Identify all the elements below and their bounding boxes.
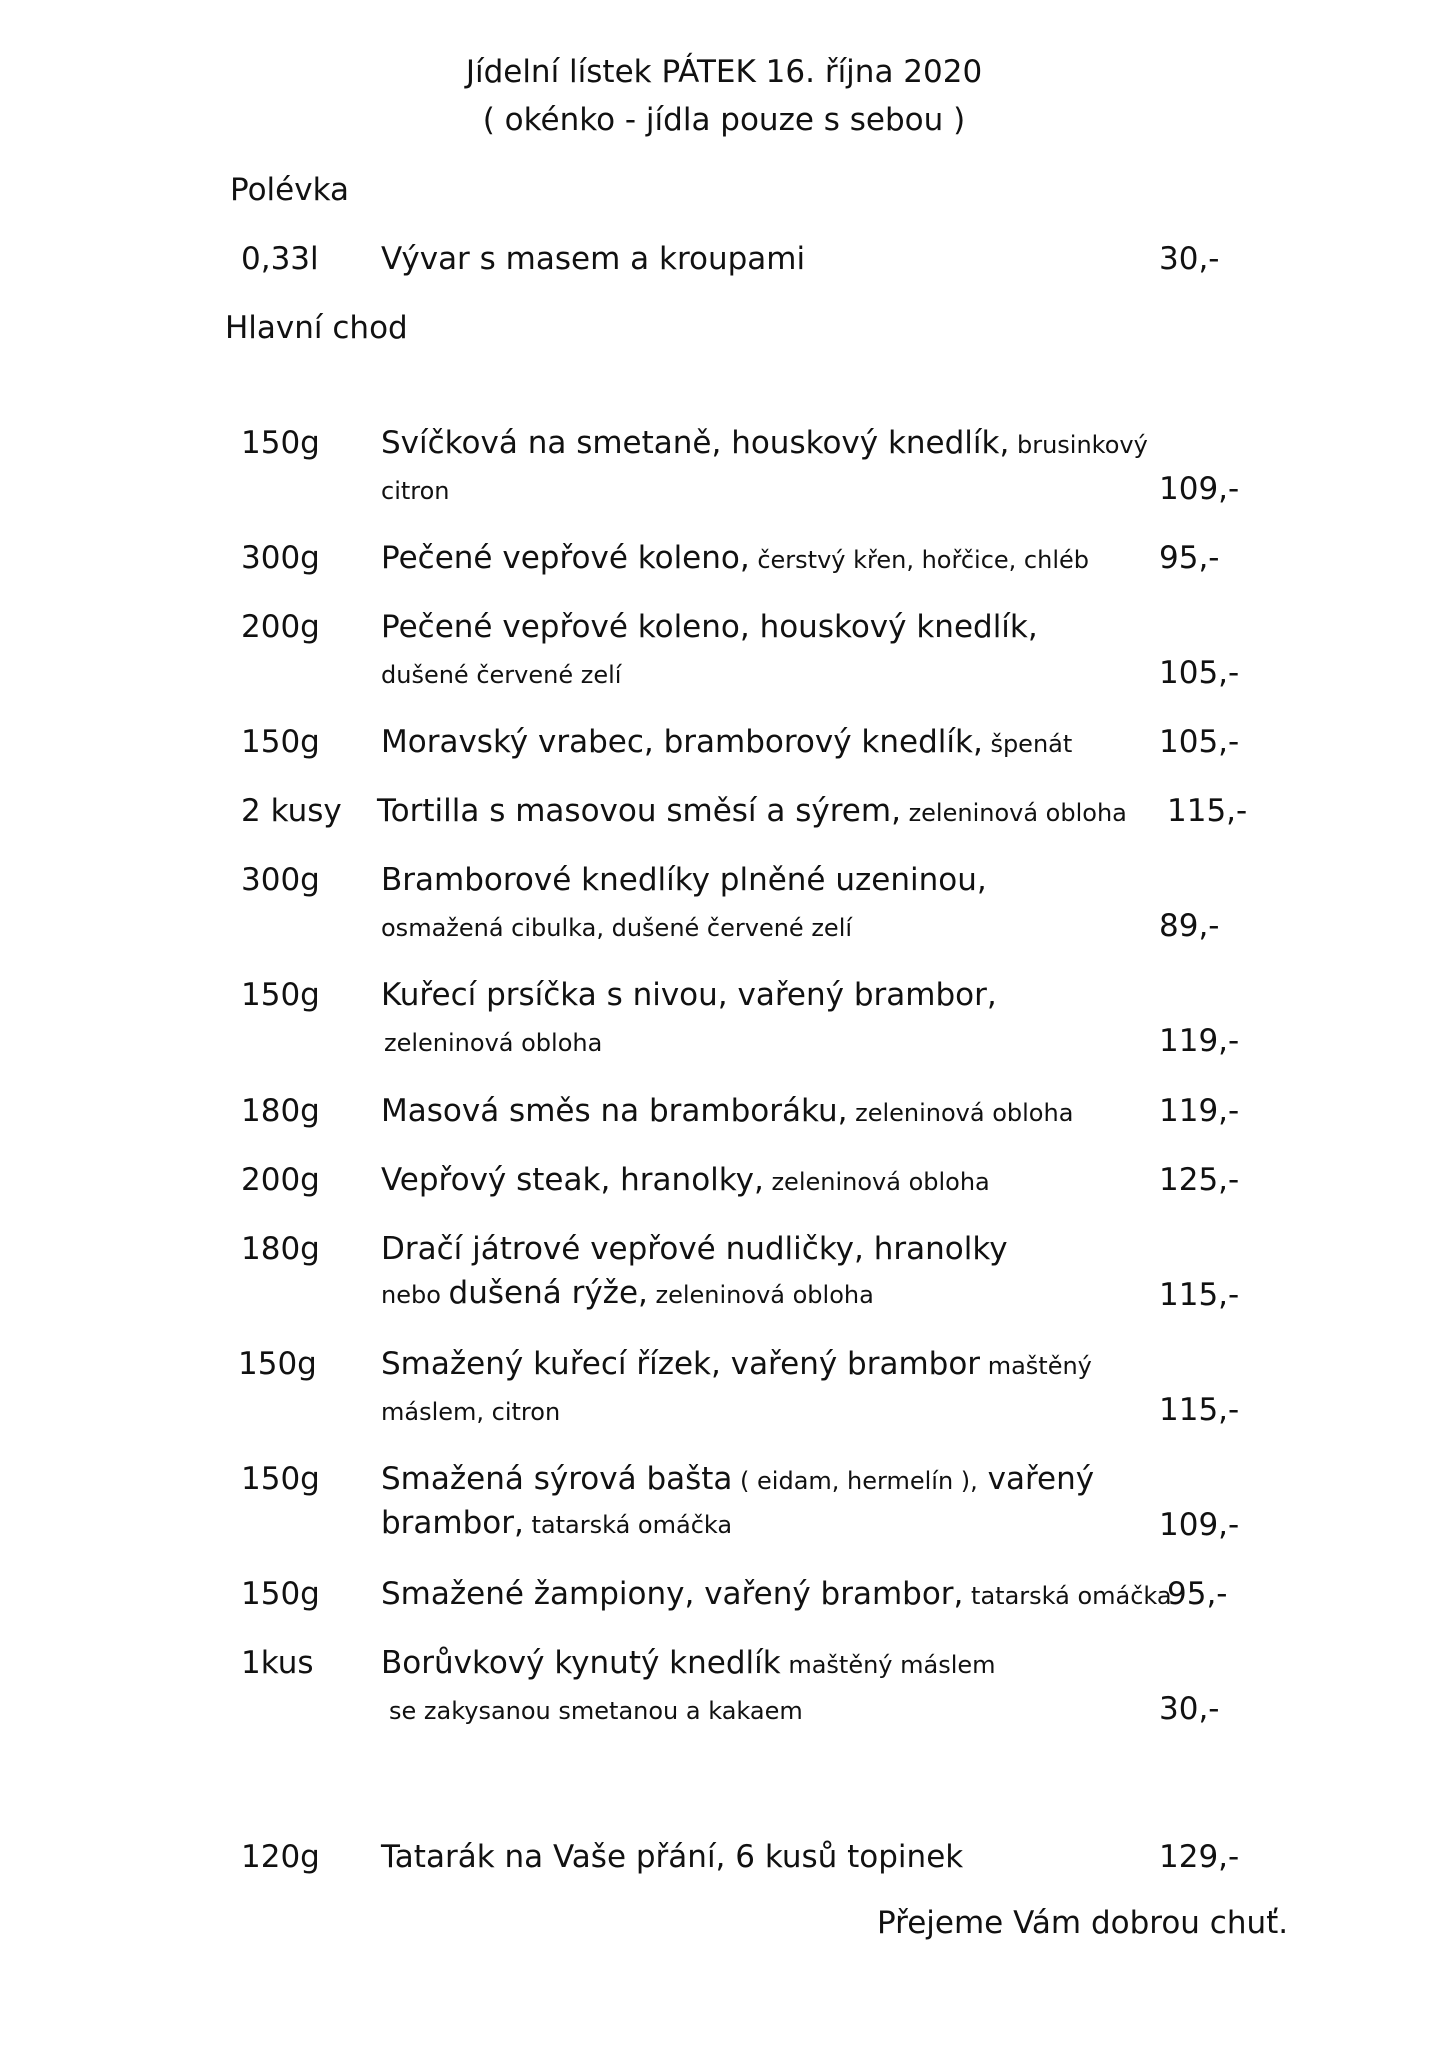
item-quantity: 150g bbox=[241, 1461, 320, 1497]
item-price: 105,- bbox=[1159, 655, 1240, 691]
item-description-line2: osmažená cibulka, dušené červené zelí bbox=[381, 914, 853, 942]
section-main: Hlavní chod bbox=[225, 310, 408, 346]
item-name: Dračí játrové vepřové nudličky, hranolky bbox=[381, 1231, 1008, 1267]
item-description-line2: citron bbox=[381, 477, 450, 505]
item-description-line2: dušené červené zelí bbox=[381, 661, 622, 689]
item-name: Bramborové knedlíky plněné uzeninou, bbox=[381, 862, 987, 898]
item-quantity: 1kus bbox=[241, 1645, 314, 1681]
item-price: 115,- bbox=[1159, 1392, 1240, 1428]
item-name: Vepřový steak, hranolky, bbox=[381, 1162, 764, 1198]
item-side: maštěný bbox=[980, 1352, 1092, 1380]
item-name: Svíčková na smetaně, houskový knedlík, bbox=[381, 425, 1010, 461]
item-description-line2: brambor, tatarská omáčka bbox=[381, 1505, 733, 1541]
item-name: Smažená sýrová bašta bbox=[381, 1461, 733, 1497]
item-name: Smažený kuřecí řízek, vařený brambor bbox=[381, 1346, 981, 1382]
item-side: zeleninová obloha bbox=[900, 799, 1127, 827]
item-quantity: 150g bbox=[241, 724, 320, 760]
item-price: 115,- bbox=[1159, 1277, 1240, 1313]
item-description bbox=[381, 1576, 1172, 1612]
item-quantity: 150g bbox=[238, 1346, 317, 1382]
item-name: Tatarák na Vaše přání, 6 kusů topinek bbox=[381, 1839, 964, 1875]
item-name: Pečené vepřové koleno, bbox=[381, 540, 750, 576]
item-description-line2: se zakysanou smetanou a kakaem bbox=[389, 1697, 803, 1725]
item-price: 30,- bbox=[1159, 1691, 1220, 1727]
item-name: Tortilla s masovou směsí a sýrem, bbox=[377, 793, 901, 829]
item-name: Borůvkový kynutý knedlík bbox=[381, 1645, 781, 1681]
footer-greeting: Přejeme Vám dobrou chuť. bbox=[877, 1905, 1289, 1941]
item-price: 129,- bbox=[1159, 1839, 1240, 1875]
item-quantity: 150g bbox=[241, 1576, 320, 1612]
item-description bbox=[377, 793, 1127, 829]
item-quantity: 150g bbox=[241, 977, 320, 1013]
item-name: Vývar s masem a kroupami bbox=[381, 241, 806, 277]
menu-subtitle: ( okénko - jídla pouze s sebou ) bbox=[482, 102, 966, 138]
item-side: vařený bbox=[977, 1461, 1095, 1497]
item-price: 30,- bbox=[1159, 241, 1220, 277]
item-quantity: 300g bbox=[241, 540, 320, 576]
item-price: 109,- bbox=[1159, 471, 1240, 507]
menu-title: Jídelní lístek PÁTEK 16. října 2020 bbox=[465, 54, 983, 90]
item-description bbox=[381, 1346, 1092, 1382]
item-description bbox=[381, 1461, 1094, 1497]
item-quantity: 180g bbox=[241, 1231, 320, 1267]
item-price: 119,- bbox=[1159, 1023, 1240, 1059]
item-quantity: 300g bbox=[241, 862, 320, 898]
item-description bbox=[381, 1645, 996, 1681]
item-side: maštěný máslem bbox=[780, 1651, 996, 1679]
item-name: Masová směs na bramboráku, bbox=[381, 1093, 848, 1129]
item-quantity: 150g bbox=[241, 425, 320, 461]
item-description bbox=[381, 724, 1072, 760]
item-quantity: 200g bbox=[241, 1162, 320, 1198]
item-quantity: 0,33l bbox=[241, 241, 319, 277]
item-name: Kuřecí prsíčka s nivou, vařený brambor, bbox=[381, 977, 997, 1013]
item-description-line2: máslem, citron bbox=[381, 1398, 561, 1426]
item-price: 95,- bbox=[1167, 1576, 1228, 1612]
item-description bbox=[381, 425, 1148, 461]
item-side: špenát bbox=[982, 730, 1073, 758]
item-name: Smažené žampiony, vařený brambor, bbox=[381, 1576, 964, 1612]
item-side: zeleninová obloha bbox=[847, 1099, 1074, 1127]
item-price: 105,- bbox=[1159, 724, 1240, 760]
item-side: tatarská omáčka bbox=[963, 1582, 1172, 1610]
section-soup: Polévka bbox=[230, 172, 349, 208]
item-description-line2: nebo dušená rýže, zeleninová obloha bbox=[381, 1275, 874, 1311]
item-price: 89,- bbox=[1159, 908, 1220, 944]
item-name: Moravský vrabec, bramborový knedlík, bbox=[381, 724, 983, 760]
item-quantity: 120g bbox=[241, 1839, 320, 1875]
item-price: 115,- bbox=[1167, 793, 1248, 829]
item-name: Pečené vepřové koleno, houskový knedlík, bbox=[381, 609, 1038, 645]
item-quantity: 2 kusy bbox=[241, 793, 342, 829]
item-side: zeleninová obloha bbox=[763, 1168, 990, 1196]
item-description bbox=[381, 540, 1089, 576]
item-price: 109,- bbox=[1159, 1507, 1240, 1543]
item-price: 125,- bbox=[1159, 1162, 1240, 1198]
item-quantity: 180g bbox=[241, 1093, 320, 1129]
item-description bbox=[381, 1162, 990, 1198]
item-side: brusinkový bbox=[1009, 431, 1148, 459]
item-note: ( eidam, hermelín ), bbox=[732, 1467, 978, 1495]
item-quantity: 200g bbox=[241, 609, 320, 645]
item-price: 119,- bbox=[1159, 1093, 1240, 1129]
item-description-line2: zeleninová obloha bbox=[384, 1029, 603, 1057]
item-description bbox=[381, 1093, 1073, 1129]
item-side: čerstvý křen, hořčice, chléb bbox=[749, 546, 1089, 574]
item-price: 95,- bbox=[1159, 540, 1220, 576]
